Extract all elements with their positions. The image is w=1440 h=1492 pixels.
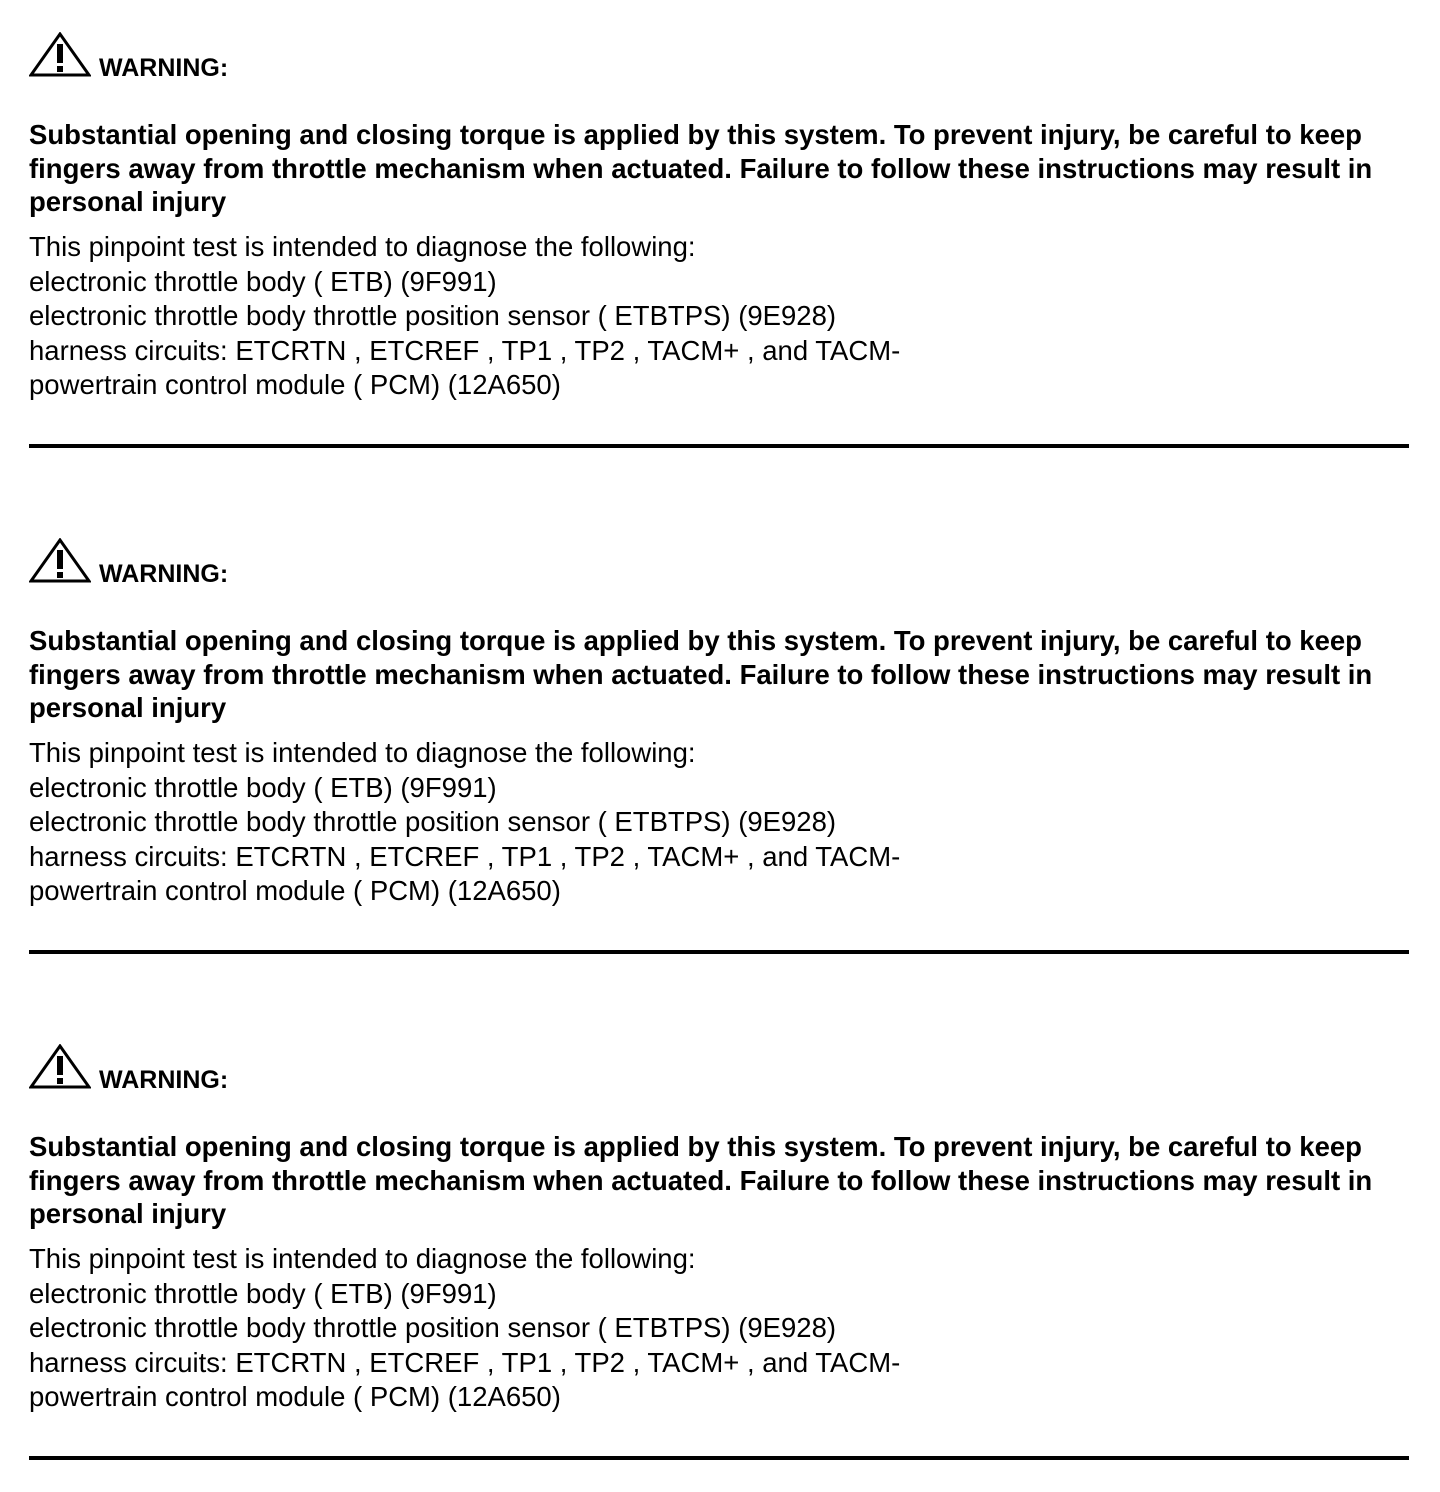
list-item: electronic throttle body throttle position sensor ( ETBTPS) (9E928)	[29, 300, 837, 331]
warning-section	[29, 32, 1409, 452]
intro-line: This pinpoint test is intended to diagnose the following:	[29, 737, 696, 768]
warning-label: WARNING:	[99, 560, 229, 588]
list-item: electronic throttle body throttle position sensor ( ETBTPS) (9E928)	[29, 806, 837, 837]
list-item: harness circuits: ETCRTN , ETCREF , TP1 , TP2 , TACM+ , and TACM-	[29, 840, 901, 872]
list-item: electronic throttle body ( ETB) (9F991)	[29, 265, 497, 297]
diagnosis-list	[29, 736, 1409, 909]
list-item: harness circuits: ETCRTN , ETCREF , TP1 , TP2 , TACM+ , and TACM-	[29, 334, 901, 366]
intro-line: This pinpoint test is intended to diagnose the following:	[29, 231, 696, 262]
warning-text: Substantial opening and closing torque is applied by this system. To prevent injury, be careful to keep fingers away from throttle mechanism when actuated. Failure to follow these instructions may result in personal injury	[29, 1131, 1373, 1229]
warning-text: Substantial opening and closing torque is applied by this system. To prevent injury, be careful to keep fingers away from throttle mechanism when actuated. Failure to follow these instructions may result in personal injury	[29, 625, 1373, 723]
list-item: harness circuits: ETCRTN , ETCREF , TP1 , TP2 , TACM+ , and TACM-	[29, 1346, 901, 1378]
warning-header	[29, 32, 429, 80]
intro-line: This pinpoint test is intended to diagnose the following:	[29, 1243, 696, 1274]
warning-header	[29, 538, 429, 586]
section-divider	[29, 444, 1409, 448]
list-item: electronic throttle body throttle position sensor ( ETBTPS) (9E928)	[29, 1312, 837, 1343]
warning-triangle-icon	[29, 1044, 91, 1090]
warning-text: Substantial opening and closing torque is applied by this system. To prevent injury, be careful to keep fingers away from throttle mechanism when actuated. Failure to follow these instructions may result in personal injury	[29, 119, 1373, 217]
warning-header	[29, 1044, 429, 1092]
list-item: electronic throttle body ( ETB) (9F991)	[29, 1277, 497, 1309]
list-item: electronic throttle body ( ETB) (9F991)	[29, 771, 497, 803]
diagnosis-list	[29, 230, 1409, 403]
section-divider	[29, 950, 1409, 954]
warning-section	[29, 1044, 1409, 1464]
warning-section	[29, 538, 1409, 958]
list-item: powertrain control module ( PCM) (12A650)	[29, 1381, 561, 1412]
warning-triangle-icon	[29, 538, 91, 584]
warning-triangle-icon	[29, 32, 91, 78]
warning-label: WARNING:	[99, 1066, 229, 1094]
section-divider	[29, 1456, 1409, 1460]
diagnosis-list	[29, 1242, 1409, 1415]
list-item: powertrain control module ( PCM) (12A650)	[29, 369, 561, 400]
warning-label: WARNING:	[99, 54, 229, 82]
list-item: powertrain control module ( PCM) (12A650)	[29, 875, 561, 906]
